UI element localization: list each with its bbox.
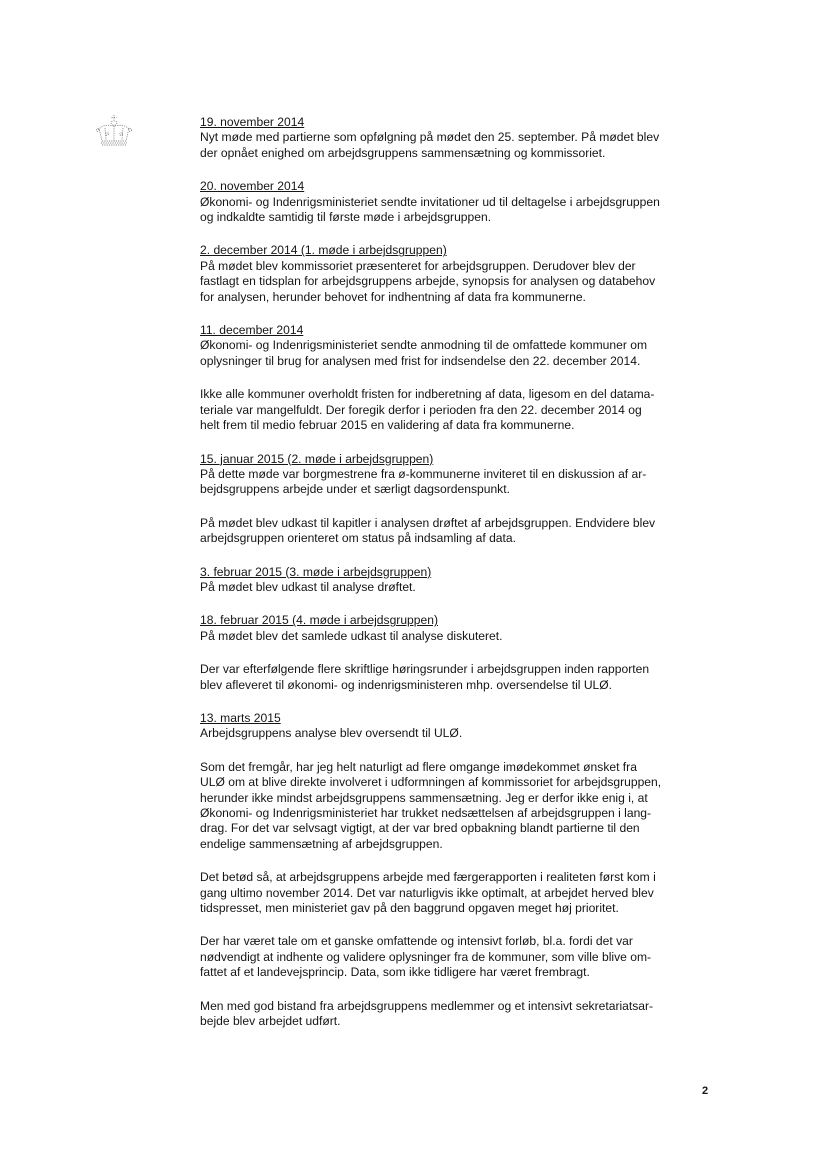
section-paragraph: Men med god bistand fra arbejdsgruppens medlemmer og et intensivt sekretariatsar- bejde blev arbejdet udført. bbox=[200, 998, 654, 1029]
letter-section bbox=[200, 452, 705, 498]
section-paragraph: Der var efterfølgende flere skriftlige høringsrunder i arbejdsgruppen inden rapporten blev afleveret til økonomi- og indenrigsministeren mhp. oversendelse til ULØ. bbox=[200, 662, 650, 692]
section-paragraph: På mødet blev udkast til analyse drøftet. bbox=[200, 579, 416, 594]
section-paragraph: Økonomi- og Indenrigsministeriet sendte invitationer ud til deltagelse i arbejdsgruppen og indkaldte samtidig til første møde i arbejdsgruppen. bbox=[200, 194, 660, 225]
section-date-heading: 2. december 2014 (1. møde i arbejdsgruppen) bbox=[200, 243, 447, 258]
letter-section bbox=[200, 179, 705, 225]
section-paragraph: Arbejdsgruppens analyse blev oversendt til ULØ. bbox=[200, 726, 463, 741]
section-paragraph: På dette møde var borgmestrene fra ø-kommunerne inviteret til en diskussion af ar- bejdsgruppens arbejde under et særligt dagsordenspunkt. bbox=[200, 466, 647, 497]
letter-section bbox=[200, 387, 705, 433]
section-paragraph: Økonomi- og Indenrigsministeriet sendte anmodning til de omfattede kommuner om oplysninger til brug for analysen med frist for indsendelse den 22. december 2014. bbox=[200, 338, 648, 368]
letter-section bbox=[200, 613, 705, 644]
letter-section bbox=[200, 323, 705, 369]
section-paragraph: Nyt møde med partierne som opfølgning på mødet den 25. september. På mødet blev der opnået enighed om arbejdsgruppens sammensætning og kommissoriet. bbox=[200, 130, 660, 160]
royal-crown-icon bbox=[93, 114, 135, 148]
section-paragraph: Ikke alle kommuner overholdt fristen for indberetning af data, ligesom en del datama- teriale var mangelfuldt. Der foregik derfor i perioden fra den 22. december 2014 og helt frem til medio februar 2015 en validering af data fra kommunerne. bbox=[200, 387, 655, 433]
letter-section bbox=[200, 516, 705, 547]
letter-section bbox=[200, 999, 705, 1030]
letter-section bbox=[200, 243, 705, 305]
section-paragraph: Som det fremgår, har jeg helt naturligt ad flere omgange imødekommet ønsket fra ULØ om at blive direkte involveret i udformningen af kommissoriet for arbejdsgruppen, herunder ikke mindst arbejdsgruppens sammensætning. Jeg er derfor ikke enig i, at Økonomi- og Indenrigsministeriet har trukket nedsættelsen af arbejdsgruppen i lang- drag. For det var selvsagt vigtigt, at der var bred opbakning blandt partierne til den endelige sammensætning af arbejdsgruppen. bbox=[200, 759, 662, 851]
section-date-heading: 20. november 2014 bbox=[200, 179, 305, 194]
letter-section bbox=[200, 934, 705, 980]
letter-section bbox=[200, 662, 705, 693]
section-paragraph: På mødet blev kommissoriet præsenteret for arbejdsgruppen. Derudover blev der fastlagt en tidsplan for arbejdsgruppens arbejde, synopsis for analysen og databehov for analysen, herunder behovet for indhentning af data fra kommunerne. bbox=[200, 258, 656, 304]
letter-section bbox=[200, 760, 705, 852]
section-date-heading: 11. december 2014 bbox=[200, 323, 304, 338]
letter-section bbox=[200, 565, 705, 596]
section-date-heading: 15. januar 2015 (2. møde i arbejdsgruppen) bbox=[200, 451, 434, 466]
section-date-heading: 19. november 2014 bbox=[200, 115, 305, 129]
section-paragraph: På mødet blev udkast til kapitler i analysen drøftet af arbejdsgruppen. Endvidere blev arbejdsgruppen orienteret om status på indsamling af data. bbox=[200, 515, 656, 546]
letter-section bbox=[200, 115, 705, 161]
letter-body bbox=[200, 115, 705, 1047]
section-paragraph: På mødet blev det samlede udkast til analyse diskuteret. bbox=[200, 628, 503, 643]
page-number: 2 bbox=[702, 1085, 709, 1097]
section-date-heading: 18. februar 2015 (4. møde i arbejdsgruppen) bbox=[200, 613, 438, 628]
section-date-heading: 3. februar 2015 (3. møde i arbejdsgruppen) bbox=[200, 564, 432, 579]
section-paragraph: Der har været tale om et ganske omfattende og intensivt forløb, bl.a. fordi det var nødvendigt at indhente og validere oplysninger fra de kommuner, som ville blive om- fattet af et landevejsprincip. Data, som ikke tidligere har været frembragt. bbox=[200, 934, 652, 980]
section-paragraph: Det betød så, at arbejdsgruppens arbejde med færgerapporten i realiteten først kom i gang ultimo november 2014. Det var naturligvis ikke optimalt, at arbejdet herved blev tidspresset, men ministeriet gav på den baggrund opgaven meget høj prioritet. bbox=[200, 870, 656, 916]
section-date-heading: 13. marts 2015 bbox=[200, 710, 281, 725]
letter-section bbox=[200, 870, 705, 916]
letter-section bbox=[200, 711, 705, 742]
